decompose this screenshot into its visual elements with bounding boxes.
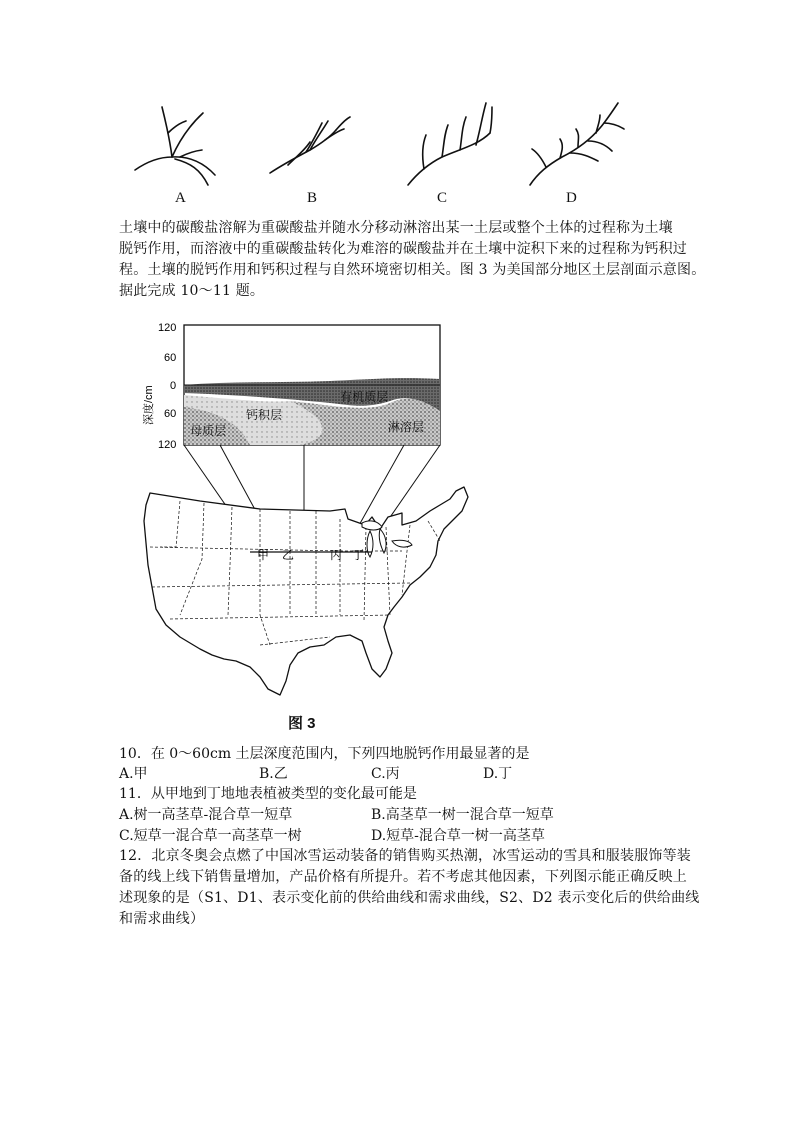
layer-label-parent: 母质层	[190, 424, 227, 438]
intro-paragraph	[119, 218, 705, 302]
q10-option-d: D.丁	[483, 766, 513, 782]
layer-label-organic: 有机质层	[340, 390, 389, 404]
intro-line: 据此完成 10～11 题。	[119, 283, 265, 299]
y-tick-label: 0	[170, 380, 177, 392]
question-10-stem: 10．在 0～60cm 土层深度范围内，下列四地脱钙作用最显著的是	[119, 746, 530, 762]
y-axis-label: 深度/cm	[143, 385, 155, 425]
intro-line: 土壤中的碳酸盐溶解为重碳酸盐并随水分移动淋溶出某一土层或整个土体的过程称为土壤	[119, 220, 673, 236]
q11-option-d: D.短草-混合草一树一高茎草	[371, 828, 545, 844]
us-map	[144, 487, 468, 695]
soil-profile-chart	[141, 322, 440, 451]
q10-option-b: B.乙	[259, 766, 288, 782]
q10-option-a: A.甲	[119, 766, 148, 782]
river-network-figure	[130, 95, 630, 210]
layer-label-leached: 淋溶层	[388, 420, 425, 434]
place-label-bing: 丙	[330, 548, 343, 562]
figure-3-caption: 图 3	[288, 715, 316, 732]
river-label-b: B	[307, 190, 318, 206]
river-label-c: C	[437, 190, 448, 206]
y-tick-label: 60	[164, 408, 177, 420]
river-pattern-c	[408, 103, 492, 185]
river-label-a: A	[175, 190, 186, 206]
q12-line: 和需求曲线）	[119, 911, 205, 927]
question-11-stem: 11．从甲地到丁地地表植被类型的变化最可能是	[119, 786, 417, 802]
intro-line: 脱钙作用，而溶液中的重碳酸盐转化为难溶的碳酸盐并在土壤中淀积下来的过程称为钙积过	[119, 241, 687, 257]
river-pattern-b	[270, 117, 350, 173]
intro-line: 程。土壤的脱钙作用和钙积过程与自然环境密切相关。图 3 为美国部分地区土层剖面示意图。	[119, 262, 706, 278]
q11-option-c: C.短草一混合草一高茎草一树	[119, 828, 302, 844]
y-tick-label: 60	[164, 352, 177, 364]
y-tick-label: 120	[158, 439, 177, 451]
place-label-jia: 甲	[257, 548, 270, 562]
q11-option-b: B.高茎草一树一混合草一短草	[371, 807, 554, 823]
figure-3	[140, 315, 520, 735]
place-label-ding: 丁	[352, 548, 365, 562]
q11-option-a: A.树一高茎草-混合草一短草	[119, 807, 293, 823]
question-12-stem	[119, 846, 700, 930]
layer-label-calcic: 钙积层	[246, 408, 283, 422]
q12-line: 述现象的是（S1、D1、表示变化前的供给曲线和需求曲线，S2、D2 表示变化后的供给曲线	[119, 890, 700, 906]
q12-line: 12．北京冬奥会点燃了中国冰雪运动装备的销售购买热潮，冰雪运动的雪具和服装服饰等装	[119, 848, 692, 864]
q10-option-c: C.丙	[371, 766, 400, 782]
river-pattern-d	[530, 103, 624, 185]
river-pattern-a	[135, 107, 215, 185]
place-label-yi: 乙	[282, 548, 295, 562]
q12-line: 备的线上线下销售量增加，产品价格有所提升。若不考虑其他因素，下列图示能正确反映上	[119, 869, 687, 885]
y-tick-label: 120	[158, 322, 177, 334]
river-label-d: D	[566, 190, 577, 206]
